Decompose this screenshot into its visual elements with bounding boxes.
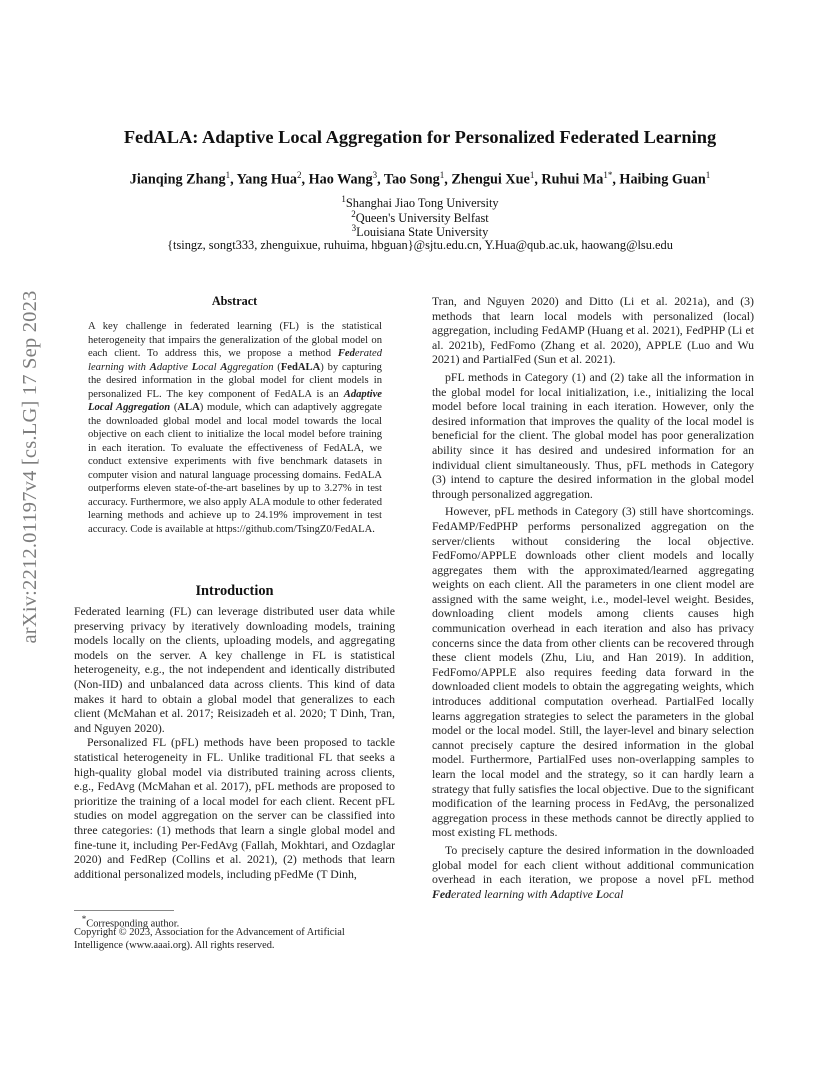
author-affiliation-mark: 1 bbox=[705, 170, 711, 180]
paragraph: However, pFL methods in Category (3) still have shortcomings. FedAMP/FedPHP performs personalized aggregation on the server/clients without considering the local objective. FedFomo/APPLE downloads other client models and locally aggregates them with the approximated/learned aggregating weights on each client. All the parameters in one client model are assigned with the same weight, i.e., model-level weight. Besides, downloading client models among clients causes high communication overhead in each iteration and also has privacy concerns since the data from other clients can be recovered through these client models (Zhu, Liu, and Han 2019). In addition, FedFomo/APPLE also requires feeding data forward in the downloaded client models to obtain the aggregating weights, which introduces additional computation overhead. PartialFed locally learns aggregation strategies to select the parameters in the global model or the local model. Still, the layer-level and binary selection cannot precisely capture the desired information in the global model. Furthermore, PartialFed uses non-overlapping samples to learn the local model and the strategy, so it can hardly learn a strategy that fully satisfies the local objective. Due to the significant modification of the learning process in FedAvg, the personalized aggregation process in these methods cannot be directly applied to most existing FL methods. bbox=[432, 504, 754, 840]
footnote-rule bbox=[74, 910, 174, 911]
paragraph: Federated learning (FL) can leverage distributed user data while preserving privacy by iteratively downloading models, training models locally on the clients, uploading models, and aggregating models on the server. A key challenge in FL is statistical heterogeneity, e.g., the not independent and identically distributed (Non-IID) and unbalanced data across clients. This kind of data makes it hard to obtain a global model that generalizes to each client (McMahan et al. 2017; Reisizadeh et al. 2020; T Dinh, Tran, and Nguyen 2020). bbox=[74, 604, 395, 735]
introduction-text bbox=[74, 604, 395, 881]
author-list: Jianqing Zhang$^1$, Yang Hua$^2$, Hao Wang$^3$, Tao Song$^1$, Zhengui Xue$^1$, Ruhui $Ma^{1*}$, Haibing Guan$^1$ bbox=[129, 170, 711, 188]
author-affiliation-mark: 1 bbox=[529, 170, 535, 180]
affiliation: $^1$Shanghai Jiao Tong University bbox=[341, 194, 499, 211]
paper-title: FedALA: Adaptive Local Aggregation for Personalized Federated Learning bbox=[123, 127, 717, 147]
author-affiliation-mark: 1 bbox=[439, 170, 445, 180]
author-affiliation-mark: 1* bbox=[603, 170, 613, 180]
author-affiliation-mark: 2 bbox=[296, 170, 302, 180]
introduction-heading: Introduction bbox=[195, 583, 274, 599]
arxiv-identifier: arXiv:2212.01197v4 [cs.LG] 17 Sep 2023 bbox=[19, 290, 41, 644]
footnote-copyright: Copyright © 2023, Association for the Advancement of Artificial Intelligence (www.aaai.org). All rights reserved. bbox=[74, 927, 345, 951]
author-name: Haibing Guan bbox=[619, 171, 706, 188]
paragraph: pFL methods in Category (1) and (2) take all the information in the global model for local initialization, i.e., initializing the local model before local training in each iteration. However, only the desired information that improves the quality of the local model is beneficial for the client. The global model has poor generalization ability since it has desired and undesired information for an individual client simultaneously. Thus, pFL methods in Category (3) intend to capture the desired information in the global model through personalized aggregation. bbox=[432, 369, 754, 501]
author-affiliation-mark: 1 bbox=[225, 170, 231, 180]
author-name: Ruhui Ma bbox=[541, 171, 604, 188]
author-name: Jianqing Zhang bbox=[129, 171, 226, 188]
author-name: Yang Hua bbox=[236, 171, 297, 188]
footnote-corresponding: *Corresponding author. bbox=[81, 914, 180, 930]
author-name: Tao Song bbox=[383, 171, 440, 188]
abstract-heading: Abstract bbox=[211, 294, 258, 308]
affiliation: $^3$Louisiana State University bbox=[351, 223, 489, 240]
author-name: Zhengui Xue bbox=[451, 171, 530, 188]
author-affiliation-mark: 3 bbox=[372, 170, 378, 180]
affiliation: $^2$Queen's University Belfast bbox=[351, 209, 489, 226]
right-column-text bbox=[432, 294, 754, 901]
paragraph: Personalized FL (pFL) methods have been proposed to tackle statistical heterogeneity in FL. Unlike traditional FL that seeks a high-quality global model via distributed training across clients, e.g., FedAvg (McMahan et al. 2017), pFL methods are proposed to prioritize the training of a local model for each client. Recent pFL studies on model aggregation on the server can be classified into three categories: (1) methods that learn a single global model and fine-tune it, including Per-FedAvg (Fallah, Mokhtari, and Ozdaglar 2020) and FedRep (Collins et al. 2021), (2) methods that learn additional personalized models, including pFedMe (T Dinh, bbox=[74, 735, 395, 881]
author-emails: {tsingz, songt333, zhenguixue, ruhuima, hbguan}@sjtu.edu.cn, Y.Hua@qub.ac.uk, haowang@lsu.edu bbox=[167, 238, 673, 252]
author-name: Hao Wang bbox=[308, 171, 373, 188]
abstract-text: A key challenge in federated learning (FL) is the statistical heterogeneity that impairs the generalization of the global model on each client. To address this, we propose a method Federated learning with Adaptive Local Aggregation (FedALA) by capturing the desired information in the global model for client models in personalized FL. The key component of FedALA is an Adaptive Local Aggregation (ALA) module, which can adaptively aggregate the downloaded global model and local model towards the local objective on each client to initialize the local model before training in each iteration. To evaluate the effectiveness of FedALA, we conduct extensive experiments with five benchmark datasets in computer vision and natural language processing domains. FedALA outperforms eleven state-of-the-art baselines by up to 3.27% in test accuracy. Furthermore, we also apply ALA module to other federated learning methods and achieve up to 24.19% improvement in test accuracy. Code is available at https://github.com/TsingZ0/FedALA. bbox=[88, 321, 382, 535]
paragraph: To precisely capture the desired information in the downloaded global model for each client without additional communication overhead in each iteration, we propose a novel pFL method Federated learning with Adaptive Local bbox=[432, 842, 754, 901]
paragraph: Tran, and Nguyen 2020) and Ditto (Li et al. 2021a), and (3) methods that learn local models with personalized (local) aggregation, including FedAMP (Huang et al. 2021), FedPHP (Li et al. 2021b), FedFomo (Zhang et al. 2020), APPLE (Luo and Wu 2021) and PartialFed (Sun et al. 2021). bbox=[432, 294, 754, 367]
